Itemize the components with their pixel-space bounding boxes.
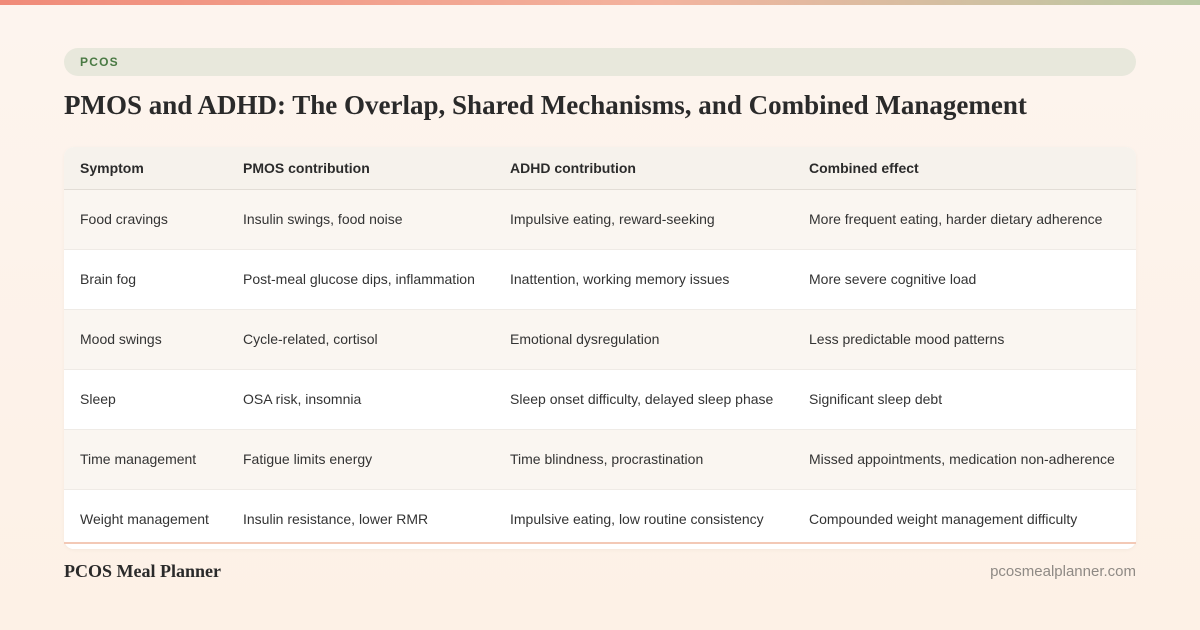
top-accent-bar — [0, 0, 1200, 5]
cell-symptom: Mood swings — [64, 309, 227, 369]
column-header-adhd-contribution: ADHD contribution — [510, 159, 636, 176]
column-header-symptom: Symptom — [80, 159, 144, 176]
comparison-table — [64, 147, 1136, 549]
cell-adhd-contribution: Impulsive eating, reward-seeking — [510, 210, 715, 227]
cell-adhd-contribution: Inattention, working memory issues — [494, 249, 793, 309]
table-header-row — [64, 147, 1136, 189]
footer-divider — [64, 542, 1136, 544]
table-row — [64, 189, 1136, 249]
cell-pmos-contribution: Cycle-related, cortisol — [227, 309, 494, 369]
table-header — [64, 147, 1136, 189]
cell-pmos-contribution: Post-meal glucose dips, inflammation — [227, 249, 494, 309]
cell-pmos-contribution: Insulin swings, food noise — [243, 210, 403, 227]
cell-combined-effect: Significant sleep debt — [793, 369, 1136, 429]
column-header-pmos-contribution: PMOS contribution — [243, 159, 370, 176]
category-tag[interactable]: PCOS — [64, 48, 1136, 76]
cell-pmos-contribution: OSA risk, insomnia — [227, 369, 494, 429]
cell-symptom: Food cravings — [80, 210, 168, 227]
table-row — [64, 429, 1136, 489]
table-row — [64, 309, 1136, 369]
table-row — [64, 249, 1136, 309]
cell-adhd-contribution: Sleep onset difficulty, delayed sleep phase — [494, 369, 793, 429]
cell-adhd-contribution: Emotional dysregulation — [494, 309, 793, 369]
cell-combined-effect: More severe cognitive load — [793, 249, 1136, 309]
cell-pmos-contribution: Insulin resistance, lower RMR — [227, 489, 494, 549]
cell-combined-effect: More frequent eating, harder dietary adherence — [809, 210, 1103, 227]
cell-combined-effect: Less predictable mood patterns — [793, 309, 1136, 369]
cell-adhd-contribution: Impulsive eating, low routine consistency — [494, 489, 793, 549]
table-row — [64, 369, 1136, 429]
cell-adhd-contribution: Time blindness, procrastination — [494, 429, 793, 489]
table-row — [64, 489, 1136, 549]
comparison-table-card — [64, 147, 1136, 549]
page-title: PMOS and ADHD: The Overlap, Shared Mechanisms, and Combined Management — [64, 90, 1027, 120]
footer-brand[interactable]: PCOS Meal Planner — [64, 561, 221, 581]
column-header-combined-effect: Combined effect — [809, 159, 919, 176]
cell-symptom: Weight management — [64, 489, 227, 549]
footer-site-link[interactable]: pcosmealplanner.com — [990, 563, 1136, 580]
cell-combined-effect: Missed appointments, medication non-adherence — [793, 429, 1136, 489]
table-body — [64, 189, 1136, 549]
cell-pmos-contribution: Fatigue limits energy — [227, 429, 494, 489]
cell-symptom: Brain fog — [64, 249, 227, 309]
cell-combined-effect: Compounded weight management difficulty — [793, 489, 1136, 549]
cell-symptom: Time management — [64, 429, 227, 489]
cell-symptom: Sleep — [64, 369, 227, 429]
